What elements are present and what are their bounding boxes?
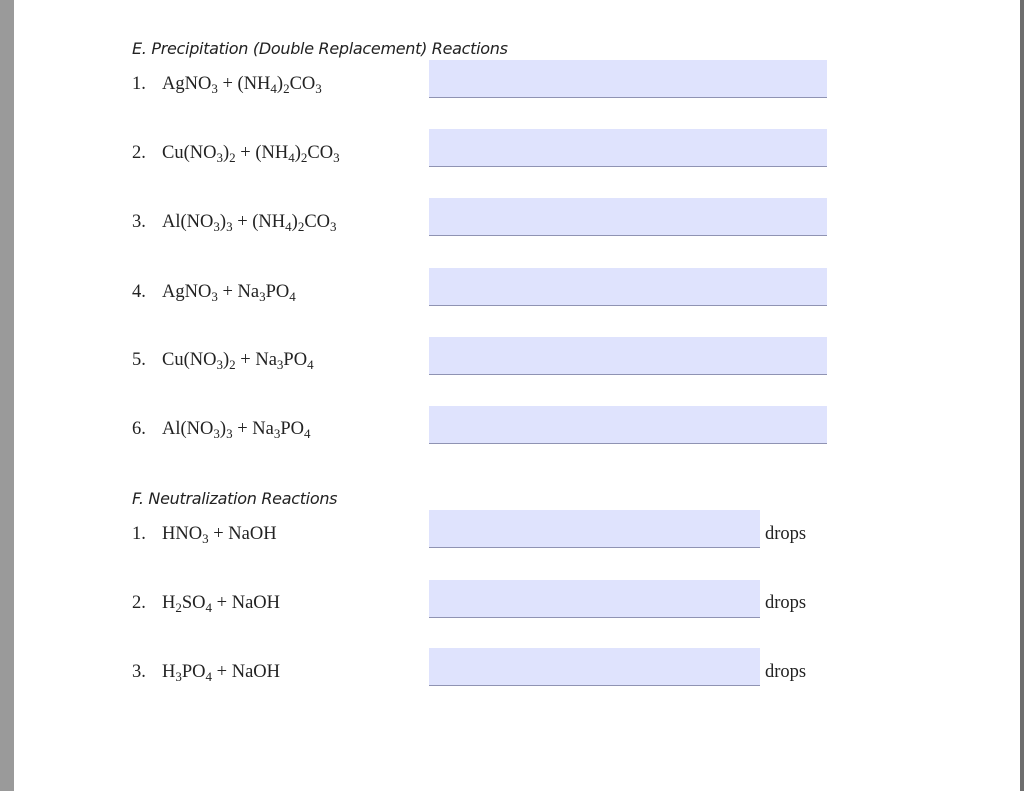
drops-unit-f3: drops [765,662,807,682]
answer-field-e5[interactable] [429,337,827,375]
drops-field-f3[interactable] [429,648,760,686]
viewer-edge [1020,0,1024,791]
answer-field-e4[interactable] [429,268,827,306]
drops-unit-f2: drops [765,593,807,613]
answer-field-e6[interactable] [429,406,827,444]
reaction-f3: 3. $H_3PO_4$ + NaOH [132,662,281,684]
reaction-e4: 4. AgNO$_3$ + $Na_3PO_4$ [132,282,296,304]
reaction-f2: 2. $H_2SO_4$ + NaOH [132,593,281,615]
reaction-e6: 6. $Al(NO_3)_3 + Na_3PO_4$ [132,419,311,441]
reaction-f1: 1. $HNO_3$ + NaOH [132,524,277,546]
answer-field-e3[interactable] [429,198,827,236]
section-e-heading: E. Precipitation (Double Replacement) Reactions [132,39,508,58]
reaction-e2: 2. $Cu(NO_3)_2 + (NH_4)_2CO_3$ [132,143,340,165]
drops-field-f1[interactable] [429,510,760,548]
reaction-e5: 5. $Cu(NO_3)_2 + Na_3PO_4$ [132,350,314,372]
reaction-e1: 1. AgNO$_3$ + $(NH_4)_2CO_3$ [132,74,322,96]
answer-field-e1[interactable] [429,60,827,98]
answer-field-e2[interactable] [429,129,827,167]
drops-unit-f1: drops [765,524,807,544]
reaction-e3: 3. $Al(NO_3)_3 + (NH_4)_2CO_3$ [132,212,337,234]
drops-field-f2[interactable] [429,580,760,618]
section-f-heading: F. Neutralization Reactions [132,489,338,508]
